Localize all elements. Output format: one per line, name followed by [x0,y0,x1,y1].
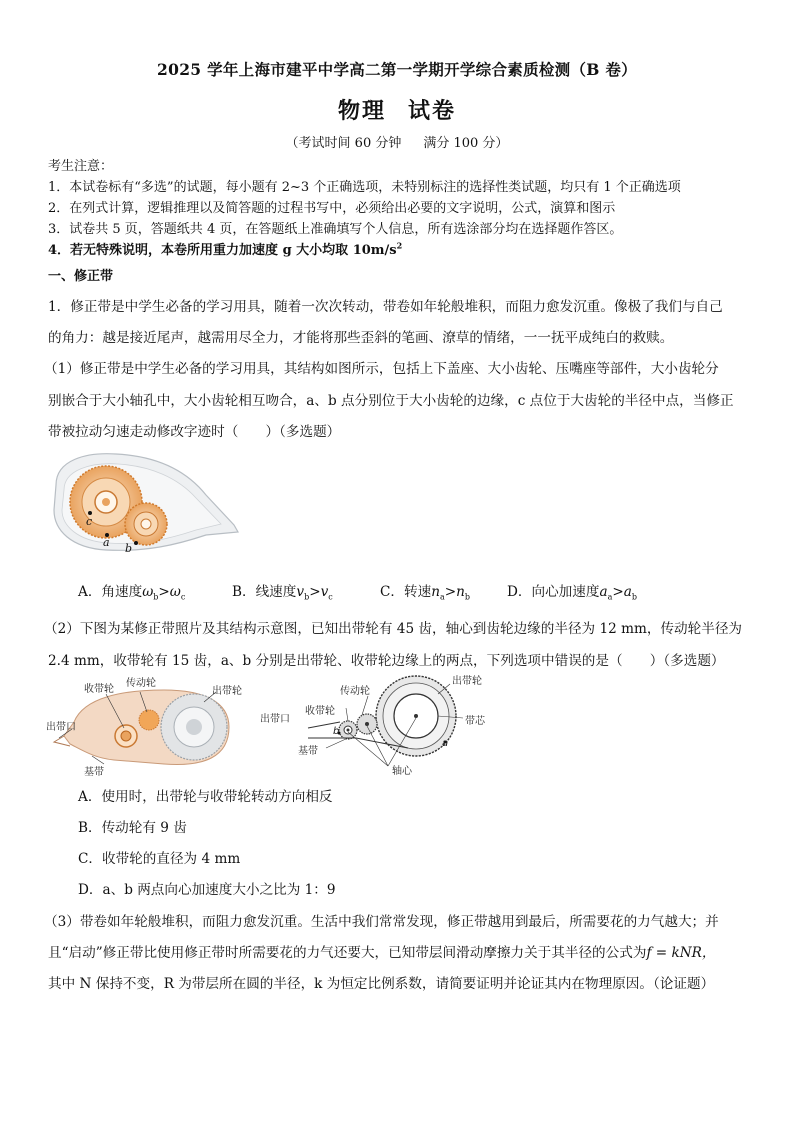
q1-option-b-sym: v [296,584,305,600]
q3-line-1: （3）带卷如年轮般堆积，而阻力愈发沉重。生活中我们常常发现，修正带越用到最后，所需要花的力气越大；并 [44,914,719,930]
q3-line-2 [48,941,715,961]
photo1-label-c: c [86,515,93,528]
intro-line-1: 1．修正带是中学生必备的学习用具，随着一次次转动，带卷如年轮般堆积，而阻力愈发沉重。像极了我们与自己 [48,299,723,315]
photo2-label-base: 基带 [84,767,104,778]
q1-option-a-label: A．角速度 [78,584,143,600]
diagram-label-b: b [333,726,340,737]
q1-option-d-sub1: a [607,592,613,602]
q1-option-b [232,580,333,602]
notice-item-4-text: 4．若无特殊说明，本卷所用重力加速度 g 大小均取 10m/s [48,243,397,258]
subject-title [0,94,794,125]
section-heading: 一、修正带 [48,269,114,284]
q2-structure-diagram [258,672,498,782]
q3-line-3: 其中 N 保持不变，R 为带层所在圆的半径，k 为恒定比例系数，请简要证明并论证其内在物理原因。（论证题） [48,976,715,992]
q1-option-c-sub2: b [464,592,471,602]
q2-option-b: B．传动轮有 9 齿 [78,820,187,836]
subject-paper: 试卷 [408,98,457,124]
q1-option-b-sub2: c [328,592,333,602]
notice-item-3: 3．试卷共 5 页，答题纸共 4 页，在答题纸上准确填写个人信息，所有选涂部分均在选择题作答区。 [48,222,623,237]
photo1-label-b: b [125,542,133,555]
q1-option-a-sym: ω [142,584,154,600]
notice-item-4 [48,239,402,258]
exam-title: 2025 学年上海市建平中学高二第一学期开学综合素质检测（B 卷） [157,60,637,79]
photo1-label-a: a [103,536,110,549]
q1-option-a-sub2: c [180,592,186,602]
intro-line-2: 的角力：越是接近尾声，越需用尽全力，才能将那些歪斜的笔画、潦草的情绪，一一抚平成纯白的救赎。 [48,330,674,346]
q1-option-d-sub2: b [631,592,637,602]
diagram-label-axis: 轴心 [392,766,412,777]
diagram-label-base: 基带 [298,746,318,757]
photo2-label-drive: 传动轮 [126,678,156,689]
diagram-label-a: a [442,738,449,749]
q1-option-b-rel: >v [309,584,329,600]
q2-option-c: C．收带轮的直径为 4 mm [78,851,241,867]
photo2-label-take: 收带轮 [84,684,114,695]
q1-option-c-sym: n [431,584,440,600]
q2-option-a: A．使用时，出带轮与收带轮转动方向相反 [78,789,333,805]
exam-time-score [0,132,794,151]
q1-line-1: （1）修正带是中学生必备的学习用具，其结构如图所示，包括上下盖座、大小齿轮、压嘴座等部件，大小齿轮分 [44,361,719,377]
q2-line-1: （2）下图为某修正带照片及其结构示意图，已知出带轮有 45 齿，轴心到齿轮边缘的半径为 12 mm，传动轮半径为 [44,621,743,637]
exam-time: （考试时间 60 分钟 [285,136,402,151]
q1-option-a-sub1: b [153,592,159,602]
q1-option-b-sub1: b [304,592,310,602]
q1-option-d-label: D．向心加速度 [507,584,600,600]
q2-option-d: D．a、b 两点向心加速度大小之比为 1：9 [78,882,336,898]
q1-option-c-rel: >n [444,584,465,600]
q1-option-b-label: B．线速度 [232,584,297,600]
diagram-label-drive: 传动轮 [340,686,370,697]
q1-option-a [78,580,185,602]
notice-item-4-sup: 2 [396,240,403,251]
notice-heading: 考生注意： [48,159,114,174]
correction-tape-photo [46,450,242,560]
exam-score: 满分 100 分） [423,136,509,151]
q3-line-2-text: 且“启动”修正带比使用修正带时所需要花的力气还要大，已知带层间滑动摩擦力关于其半径的公式为 [48,945,647,961]
q1-option-a-rel: >ω [158,584,181,600]
diagram-label-out: 出带轮 [452,676,482,687]
q1-option-c-sub1: a [439,592,445,602]
q1-line-3: 带被拉动匀速走动修改字迹时（ ）（多选题） [48,424,341,440]
q2-line-2: 2.4 mm，收带轮有 15 齿，a、b 分别是出带轮、收带轮边缘上的两点，下列选项中错误的是（ ）（多选题） [48,653,725,669]
q3-formula: f = kNR， [646,945,716,961]
q1-option-d-rel: >a [612,584,632,600]
q1-line-2: 别嵌合于大小轴孔中，大小齿轮相互吻合，a、b 点分别位于大小齿轮的边缘，c 点位于大齿轮的半径中点，当修正 [48,393,734,409]
notice-item-1: 1．本试卷标有“多选”的试题，每小题有 2~3 个正确选项，未特别标注的选择性类试题，均只有 1 个正确选项 [48,180,681,195]
q1-option-c [380,580,470,602]
diagram-label-core: 带芯 [465,716,485,727]
q1-option-d [507,580,637,602]
q1-option-c-label: C．转速 [380,584,432,600]
q1-option-d-sym: a [599,584,608,600]
photo2-label-out: 出带轮 [212,686,242,697]
diagram-label-take: 收带轮 [305,706,335,717]
subject-name: 物理 [337,98,386,124]
photo2-label-exit: 出带口 [46,722,76,733]
notice-item-2: 2．在列式计算，逻辑推理以及简答题的过程书写中，必须给出必要的文字说明，公式，演算和图示 [48,201,616,216]
diagram-label-exit: 出带口 [260,714,290,725]
